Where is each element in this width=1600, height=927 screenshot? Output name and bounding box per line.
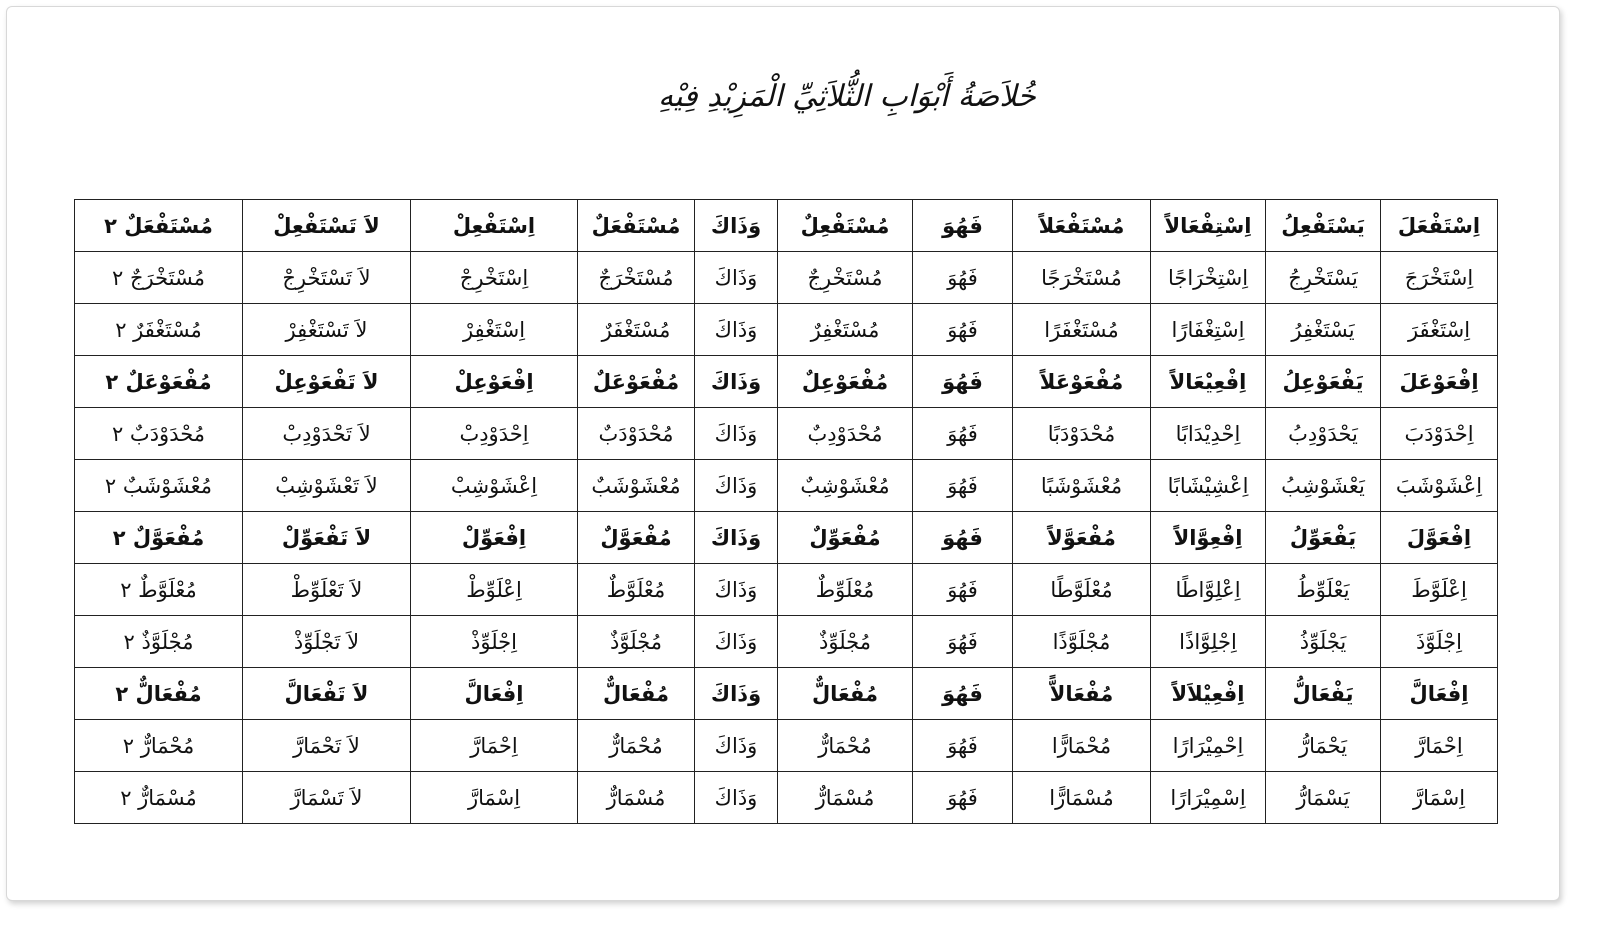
cell-amr: اِسْتَخْرِجْ [411, 252, 578, 304]
cell-fahuwa: فَهُوَ [913, 200, 1013, 252]
cell-ism-fail: مُعْلَوِّطٌ [778, 564, 913, 616]
cell-nahi: لاَ تَفْعَالَّ [243, 668, 411, 720]
cell-amr: اِحْمَارَّ [411, 720, 578, 772]
cell-wadhaka: وَذَاكَ [695, 356, 778, 408]
cell-present-verb: يَسْمَارُّ [1266, 772, 1381, 824]
cell-masdar-mimi: مُفْعَالاًّ [1013, 668, 1151, 720]
cell-past-verb: اِسْتَفْعَلَ [1381, 200, 1498, 252]
cell-ism-fail: مُسْتَخْرِجٌ [778, 252, 913, 304]
cell-masdar: اِحْدِيْدَابًا [1151, 408, 1266, 460]
cell-amr: اِجْلَوِّذْ [411, 616, 578, 668]
cell-present-verb: يَحْدَوْدِبُ [1266, 408, 1381, 460]
cell-fahuwa: فَهُوَ [913, 720, 1013, 772]
cell-ism-fail: مُفْعَوْعِلٌ [778, 356, 913, 408]
cell-nahi: لاَ تَسْمَارَّ [243, 772, 411, 824]
cell-nahi: لاَ تَسْتَفْعِلْ [243, 200, 411, 252]
cell-ism-maful: مُفْعَوْعَلٌ [578, 356, 695, 408]
cell-fahuwa: فَهُوَ [913, 252, 1013, 304]
cell-amr: اِحْدَوْدِبْ [411, 408, 578, 460]
cell-masdar-mimi: مُحْدَوْدَبًا [1013, 408, 1151, 460]
cell-fahuwa: فَهُوَ [913, 408, 1013, 460]
cell-amr: اِفْعَالَّ [411, 668, 578, 720]
page-title: خُلاَصَةُ أَبْوَابِ الثُّلاَثِيِّ الْمَزِيْدِ فِيْهِ [658, 79, 1036, 114]
table-row [75, 200, 1498, 252]
cell-past-verb: اِسْتَغْفَرَ [1381, 304, 1498, 356]
cell-ism-fail: مُجْلَوِّذٌ [778, 616, 913, 668]
table-row [75, 304, 1498, 356]
cell-amr: اِسْتَفْعِلْ [411, 200, 578, 252]
table-row [75, 252, 1498, 304]
cell-past-verb: اِفْعَوْعَلَ [1381, 356, 1498, 408]
cell-masdar-mimi: مُجْلَوَّذًا [1013, 616, 1151, 668]
cell-ism-fail: مُفْعَالٌّ [778, 668, 913, 720]
cell-nahi: لاَ تَسْتَغْفِرْ [243, 304, 411, 356]
cell-wadhaka: وَذَاكَ [695, 772, 778, 824]
cell-ism-maful: مُسْتَغْفَرٌ [578, 304, 695, 356]
cell-masdar: اِفْعِيْلاَلاً [1151, 668, 1266, 720]
cell-wadhaka: وَذَاكَ [695, 720, 778, 772]
cell-present-verb: يَفْعَوْعِلُ [1266, 356, 1381, 408]
cell-masdar-mimi: مُعْلَوَّطًا [1013, 564, 1151, 616]
cell-ism-zaman-makan: مُسْتَغْفَرٌ ٢ [75, 304, 243, 356]
cell-fahuwa: فَهُوَ [913, 304, 1013, 356]
cell-present-verb: يَسْتَفْعِلُ [1266, 200, 1381, 252]
cell-past-verb: اِفْعَالَّ [1381, 668, 1498, 720]
cell-masdar: اِفْعِيْعَالاً [1151, 356, 1266, 408]
cell-ism-maful: مُعْلَوَّطٌ [578, 564, 695, 616]
cell-masdar-mimi: مُعْشَوْشَبًا [1013, 460, 1151, 512]
cell-ism-zaman-makan: مُسْتَخْرَجٌ ٢ [75, 252, 243, 304]
cell-past-verb: اِفْعَوَّلَ [1381, 512, 1498, 564]
cell-ism-maful: مُسْتَخْرَجٌ [578, 252, 695, 304]
table-row [75, 512, 1498, 564]
cell-fahuwa: فَهُوَ [913, 668, 1013, 720]
cell-past-verb: اِحْمَارَّ [1381, 720, 1498, 772]
cell-ism-zaman-makan: مُسْمَارٌّ ٢ [75, 772, 243, 824]
cell-past-verb: اِسْتَخْرَجَ [1381, 252, 1498, 304]
cell-past-verb: اِحْدَوْدَبَ [1381, 408, 1498, 460]
cell-nahi: لاَ تَجْلَوِّذْ [243, 616, 411, 668]
cell-fahuwa: فَهُوَ [913, 356, 1013, 408]
cell-masdar: اِجْلِوَّاذًا [1151, 616, 1266, 668]
cell-present-verb: يَسْتَغْفِرُ [1266, 304, 1381, 356]
cell-masdar-mimi: مُسْمَارًّا [1013, 772, 1151, 824]
cell-masdar: اِسْتِغْفَارًا [1151, 304, 1266, 356]
cell-masdar: اِسْمِيْرَارًا [1151, 772, 1266, 824]
table-row [75, 668, 1498, 720]
cell-fahuwa: فَهُوَ [913, 772, 1013, 824]
table-row [75, 616, 1498, 668]
cell-amr: اِفْعَوْعِلْ [411, 356, 578, 408]
table-row [75, 772, 1498, 824]
cell-masdar-mimi: مُسْتَخْرَجًا [1013, 252, 1151, 304]
cell-wadhaka: وَذَاكَ [695, 460, 778, 512]
cell-masdar: اِسْتِفْعَالاً [1151, 200, 1266, 252]
cell-wadhaka: وَذَاكَ [695, 252, 778, 304]
cell-ism-maful: مُحْدَوْدَبٌ [578, 408, 695, 460]
cell-present-verb: يَسْتَخْرِجُ [1266, 252, 1381, 304]
cell-ism-zaman-makan: مُعْشَوْشَبٌ ٢ [75, 460, 243, 512]
cell-wadhaka: وَذَاكَ [695, 512, 778, 564]
table-row [75, 408, 1498, 460]
cell-masdar: اِفْعِوَّالاً [1151, 512, 1266, 564]
cell-amr: اِسْتَغْفِرْ [411, 304, 578, 356]
table-row [75, 564, 1498, 616]
table-row [75, 720, 1498, 772]
cell-masdar-mimi: مُسْتَغْفَرًا [1013, 304, 1151, 356]
cell-ism-fail: مُفْعَوِّلٌ [778, 512, 913, 564]
cell-nahi: لاَ تَحْمَارَّ [243, 720, 411, 772]
cell-masdar-mimi: مُحْمَارًّا [1013, 720, 1151, 772]
cell-nahi: لاَ تَعْلَوِّطْ [243, 564, 411, 616]
cell-masdar-mimi: مُفْعَوَّلاً [1013, 512, 1151, 564]
cell-wadhaka: وَذَاكَ [695, 616, 778, 668]
cell-past-verb: اِجْلَوَّذَ [1381, 616, 1498, 668]
cell-ism-zaman-makan: مُفْعَوَّلٌ ٢ [75, 512, 243, 564]
cell-past-verb: اِسْمَارَّ [1381, 772, 1498, 824]
cell-nahi: لاَ تَحْدَوْدِبْ [243, 408, 411, 460]
cell-fahuwa: فَهُوَ [913, 616, 1013, 668]
cell-wadhaka: وَذَاكَ [695, 408, 778, 460]
cell-amr: اِفْعَوِّلْ [411, 512, 578, 564]
cell-amr: اِعْشَوْشِبْ [411, 460, 578, 512]
cell-ism-maful: مُسْتَفْعَلٌ [578, 200, 695, 252]
cell-present-verb: يَعْلَوِّطُ [1266, 564, 1381, 616]
cell-ism-maful: مُحْمَارٌّ [578, 720, 695, 772]
cell-wadhaka: وَذَاكَ [695, 564, 778, 616]
cell-fahuwa: فَهُوَ [913, 564, 1013, 616]
cell-past-verb: اِعْلَوَّطَ [1381, 564, 1498, 616]
cell-ism-zaman-makan: مُفْعَالٌّ ٢ [75, 668, 243, 720]
tasrif-table [74, 199, 1498, 824]
cell-ism-maful: مُسْمَارٌّ [578, 772, 695, 824]
cell-wadhaka: وَذَاكَ [695, 200, 778, 252]
cell-ism-zaman-makan: مُحْمَارٌّ ٢ [75, 720, 243, 772]
table-row [75, 356, 1498, 408]
cell-nahi: لاَ تَعْشَوْشِبْ [243, 460, 411, 512]
cell-present-verb: يَفْعَوِّلُ [1266, 512, 1381, 564]
cell-fahuwa: فَهُوَ [913, 460, 1013, 512]
cell-ism-fail: مُحْدَوْدِبٌ [778, 408, 913, 460]
cell-nahi: لاَ تَسْتَخْرِجْ [243, 252, 411, 304]
cell-ism-zaman-makan: مُسْتَفْعَلٌ ٢ [75, 200, 243, 252]
cell-ism-zaman-makan: مُحْدَوْدَبٌ ٢ [75, 408, 243, 460]
cell-masdar: اِحْمِيْرَارًا [1151, 720, 1266, 772]
cell-masdar: اِسْتِخْرَاجًا [1151, 252, 1266, 304]
cell-amr: اِعْلَوِّطْ [411, 564, 578, 616]
cell-present-verb: يَجْلَوِّذُ [1266, 616, 1381, 668]
cell-masdar-mimi: مُفْعَوْعَلاً [1013, 356, 1151, 408]
cell-ism-zaman-makan: مُجْلَوَّذٌ ٢ [75, 616, 243, 668]
cell-masdar: اِعْشِيْشَابًا [1151, 460, 1266, 512]
cell-wadhaka: وَذَاكَ [695, 304, 778, 356]
cell-masdar-mimi: مُسْتَفْعَلاً [1013, 200, 1151, 252]
cell-present-verb: يَحْمَارُّ [1266, 720, 1381, 772]
cell-ism-maful: مُعْشَوْشَبٌ [578, 460, 695, 512]
cell-ism-maful: مُفْعَوَّلٌ [578, 512, 695, 564]
table-row [75, 460, 1498, 512]
cell-past-verb: اِعْشَوْشَبَ [1381, 460, 1498, 512]
cell-present-verb: يَفْعَالُّ [1266, 668, 1381, 720]
page-frame [6, 6, 1560, 901]
cell-present-verb: يَعْشَوْشِبُ [1266, 460, 1381, 512]
cell-ism-fail: مُسْمَارٌّ [778, 772, 913, 824]
cell-ism-maful: مُفْعَالٌّ [578, 668, 695, 720]
cell-ism-maful: مُجْلَوَّذٌ [578, 616, 695, 668]
cell-ism-fail: مُسْتَغْفِرٌ [778, 304, 913, 356]
cell-ism-fail: مُحْمَارٌّ [778, 720, 913, 772]
cell-ism-fail: مُسْتَفْعِلٌ [778, 200, 913, 252]
cell-masdar: اِعْلِوَّاطًا [1151, 564, 1266, 616]
cell-nahi: لاَ تَفْعَوْعِلْ [243, 356, 411, 408]
cell-wadhaka: وَذَاكَ [695, 668, 778, 720]
cell-amr: اِسْمَارَّ [411, 772, 578, 824]
cell-nahi: لاَ تَفْعَوِّلْ [243, 512, 411, 564]
cell-ism-fail: مُعْشَوْشِبٌ [778, 460, 913, 512]
cell-ism-zaman-makan: مُفْعَوْعَلٌ ٢ [75, 356, 243, 408]
cell-ism-zaman-makan: مُعْلَوَّطٌ ٢ [75, 564, 243, 616]
cell-fahuwa: فَهُوَ [913, 512, 1013, 564]
